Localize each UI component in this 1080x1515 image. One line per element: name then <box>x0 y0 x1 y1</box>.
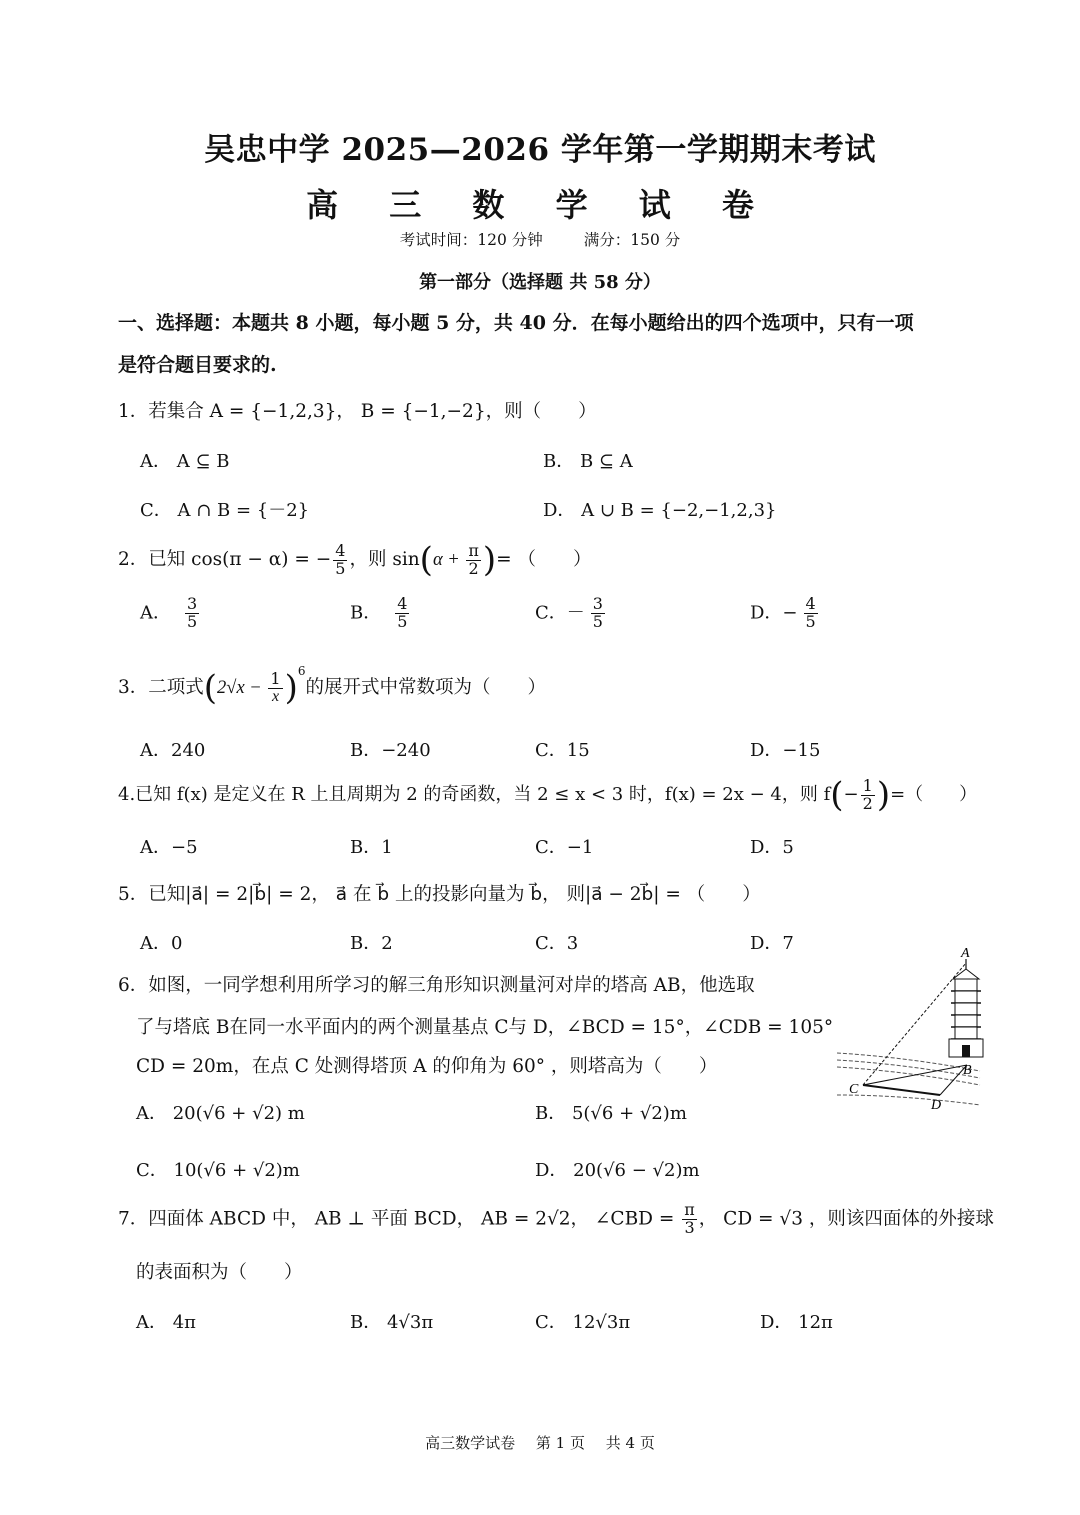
q3-exponent: 6 <box>297 664 306 678</box>
q2-stem: 2．已知 cos(π − α) = − $\frac{4}{5}$ ，则 sin(α + $\frac{\pi}{2}$ )= （ ） <box>118 540 592 580</box>
fig-label-c: C <box>849 1082 859 1097</box>
q2-stem-inner: α + <box>432 550 465 570</box>
q6-option-d: D． 20(√6 − √2)m <box>535 1160 700 1181</box>
q7-option-c: C． 12√3π <box>535 1312 631 1333</box>
q6-line1: 6．如图，一同学想利用所学习的解三角形知识测量河对岸的塔高 AB，他选取 <box>118 975 755 996</box>
fig-label-d: D <box>931 1098 942 1113</box>
q2-fraction-2 <box>466 540 481 578</box>
q4-option-d: D．5 <box>750 837 794 858</box>
footer-name: 高三数学试卷 <box>425 1434 516 1452</box>
q6-line3: CD = 20m，在点 C 处测得塔顶 A 的仰角为 60° ，则塔高为（ ） <box>136 1056 718 1077</box>
q2-stem-pre: 2．已知 cos(π − α) = − <box>118 549 332 570</box>
q2-stem-post: = （ ） <box>496 549 592 570</box>
q6-option-c: C． 10(√6 + √2)m <box>136 1160 300 1181</box>
q2-option-d: D．− $\frac{4}{5}$ <box>750 594 816 631</box>
footer-total: 共 4 页 <box>605 1434 655 1452</box>
q3-option-c: C．15 <box>535 740 590 761</box>
q2-frac2-den: 2 <box>468 558 479 578</box>
q2-option-b: B． $\frac{4}{5}$ <box>350 594 408 631</box>
section-heading-line2: 是符合题目要求的. <box>118 354 277 376</box>
q5-option-b: B．2 <box>350 933 393 954</box>
q2-frac2-num: π <box>468 540 479 560</box>
q3-inner: 2√x − <box>217 678 267 698</box>
q3-stem: 3．二项式(2√x − $\frac{1}{x}$ )$^6$的展开式中常数项为（ ） <box>118 664 547 708</box>
page-footer <box>0 1432 1080 1453</box>
q5-option-a: A．0 <box>140 933 183 954</box>
q2-option-c: C．－ $\frac{3}{5}$ <box>535 594 603 631</box>
footer-page: 第 1 页 <box>535 1434 585 1452</box>
q3-option-d: D．−15 <box>750 740 821 761</box>
q4-option-a: A．−5 <box>140 837 198 858</box>
q5-option-c: C．3 <box>535 933 579 954</box>
section-heading-line1: 一、选择题：本题共 8 小题，每小题 5 分，共 40 分．在每小题给出的四个选项中，只有一项 <box>118 312 914 334</box>
exam-title: 吴忠中学 2025—2026 学年第一学期期末考试 <box>204 132 876 168</box>
q6-tower-figure <box>835 945 985 1115</box>
exam-time: 考试时间：120 分钟 <box>399 231 543 249</box>
q1-option-a: A． A ⊆ B <box>140 451 230 472</box>
q7-option-b: B． 4√3π <box>350 1312 434 1333</box>
q4-stem: 4.已知 f(x) 是定义在 R 上且周期为 2 的奇函数，当 2 ≤ x < 3 时，f(x) = 2x − 4，则 f(− $\frac{1}{2}$ )=（ ） <box>118 775 978 815</box>
fig-label-a: A <box>961 946 970 961</box>
q6-option-a: A． 20(√6 + √2) m <box>136 1103 305 1124</box>
exam-score: 满分：150 分 <box>583 231 681 249</box>
q1-stem: 1．若集合 A = {−1,2,3}， B = {−1,−2}，则（ ） <box>118 401 597 422</box>
q1-option-b: B． B ⊆ A <box>543 451 633 472</box>
q3-option-a: A．240 <box>140 740 206 761</box>
q6-option-b: B． 5(√6 + √2)m <box>535 1103 687 1124</box>
q4-option-b: B．1 <box>350 837 393 858</box>
q4-option-c: C．−1 <box>535 837 594 858</box>
q2-fraction-1 <box>333 540 347 578</box>
exam-meta <box>0 228 1080 250</box>
q2-frac1-den: 5 <box>335 558 346 578</box>
q6-line2: 了与塔底 B在同一水平面内的两个测量基点 C与 D，∠BCD = 15°，∠CDB = 105° <box>136 1017 834 1038</box>
q2-stem-mid: ，则 sin <box>349 549 420 570</box>
q7-option-a: A． 4π <box>136 1312 197 1333</box>
q1-option-c: C． A ∩ B = {－2} <box>140 500 310 521</box>
q7-line2: 的表面积为（ ） <box>136 1262 303 1283</box>
q1-option-d: D． A ∪ B = {−2,−1,2,3} <box>543 500 777 521</box>
q3-option-b: B．−240 <box>350 740 431 761</box>
q5-option-d: D．7 <box>750 933 794 954</box>
q2-frac1-num: 4 <box>335 540 346 560</box>
q7-stem: 7．四面体 ABCD 中， AB ⊥ 平面 BCD， AB = 2√2， ∠CBD = $\frac{\pi}{3}$ ， CD = √3 ，则该四面体的外接球 <box>118 1200 994 1237</box>
exam-subtitle: 高 三 数 学 试 卷 <box>306 186 774 224</box>
part-heading: 第一部分（选择题 共 58 分） <box>419 272 661 293</box>
fig-label-b: B <box>963 1063 972 1078</box>
q2-option-a: A． $\frac{3}{5}$ <box>140 594 198 631</box>
q5-stem: 5．已知|a⃗| = 2|b⃗| = 2， a⃗ 在 b⃗ 上的投影向量为 b⃗， 则|a⃗ − 2b⃗| = （ ） <box>118 884 761 905</box>
q7-option-d: D． 12π <box>760 1312 833 1333</box>
